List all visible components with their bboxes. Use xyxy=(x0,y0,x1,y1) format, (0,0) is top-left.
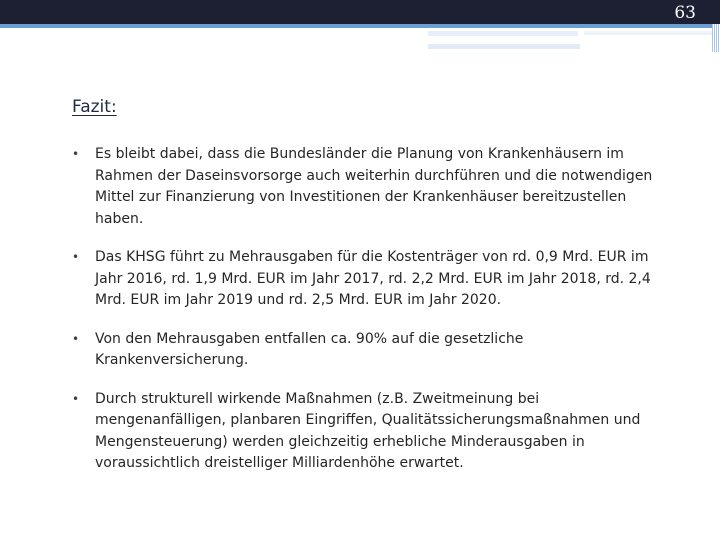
bullet-text: Das KHSG führt zu Mehrausgaben für die Kostenträger von rd. 0,9 Mrd. EUR im Jahr 2016, rd. 1,9 Mrd. EUR im Jahr 2017, rd. 2,2 Mrd. EUR im Jahr 2018, rd. 2,4 Mrd. EUR im Jahr 2019 und rd. 2,5 Mrd. EUR im Jahr 2020. xyxy=(95,249,651,308)
bullet-item xyxy=(72,389,672,475)
bullet-item xyxy=(72,247,672,312)
decorative-bar xyxy=(428,44,580,49)
bullet-marker: • xyxy=(72,331,80,346)
bullet-marker: • xyxy=(72,250,80,264)
bullet-marker: • xyxy=(72,391,80,406)
decorative-bar xyxy=(428,31,578,36)
bullet-text: Von den Mehrausgaben entfallen ca. 90% auf die gesetzliche Krankenversicherung. xyxy=(95,330,524,368)
bullet-item xyxy=(72,144,672,230)
page-number: 63 xyxy=(674,3,696,23)
header-band xyxy=(0,0,720,24)
bullet-text: Durch strukturell wirkende Maßnahmen (z.B. Zweitmeinung bei mengenanfälligen, planbaren Eingriffen, Qualitätssicherungsmaßnahmen und Mengensteuerung) werden gleichzeitig erhebliche Minderausgaben in voraussichtlich dreistelliger Milliardenhöhe erwartet. xyxy=(95,390,641,471)
bullet-text: Es bleibt dabei, dass die Bundesländer die Planung von Krankenhäusern im Rahmen der Daseinsvorsorge auch weiterhin durchführen und die notwendigen Mittel zur Finanzierung von Investitionen der Krankenhäuser bereitzustellen haben. xyxy=(95,146,653,227)
bullet-item xyxy=(72,329,672,372)
bullet-list xyxy=(72,144,672,475)
bullet-marker: • xyxy=(72,147,80,161)
accent-line xyxy=(0,24,712,28)
accent-stripes xyxy=(712,24,720,52)
slide-title: Fazit: xyxy=(72,97,117,117)
decorative-bar xyxy=(584,31,712,35)
